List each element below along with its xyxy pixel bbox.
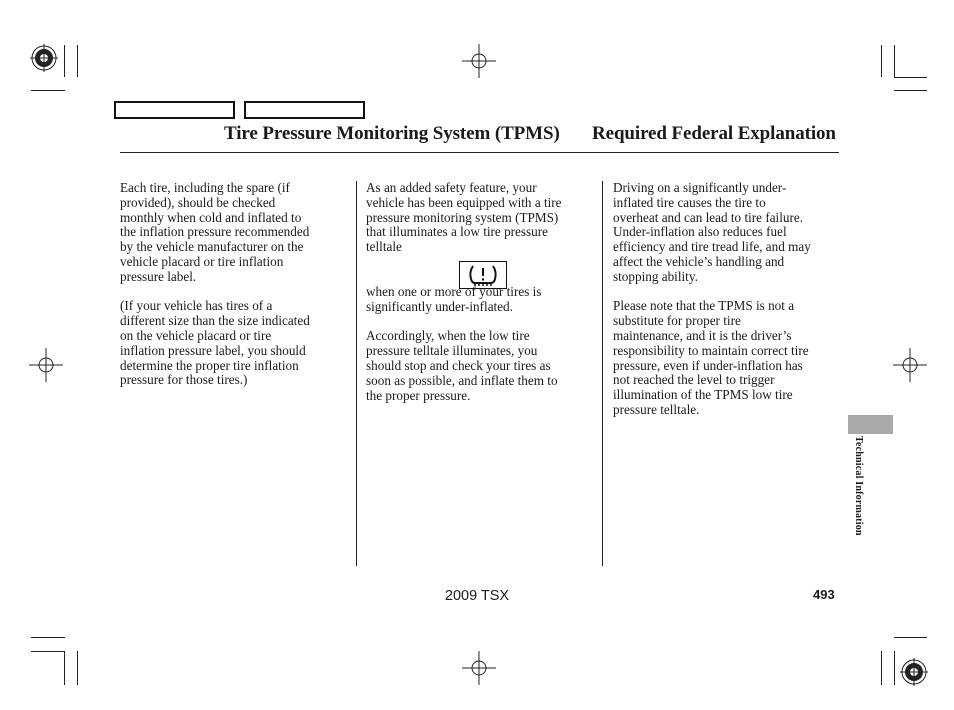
paragraph: As an added safety feature, your vehicle has been equipped with a tire pressure monitoring system (TPMS) that illuminates a low tire pressure telltale [366, 180, 562, 255]
nav-tab-next[interactable] [244, 101, 365, 119]
column-divider [356, 181, 357, 566]
paragraph: (If your vehicle has tires of a different size than the size indicated on the vehicle placard or tire inflation pressure label, you should determine the proper tire inflation pressure for those tires.) [120, 298, 310, 388]
low-tire-pressure-telltale-icon [459, 261, 507, 289]
section-title: Tire Pressure Monitoring System (TPMS) [224, 123, 560, 144]
text-column-2 [366, 181, 592, 418]
column-divider [602, 181, 603, 566]
footer-model: 2009 TSX [444, 588, 510, 604]
paragraph: when one or more of your tires is significantly under-inflated. [366, 283, 542, 314]
nav-tab-previous[interactable] [114, 101, 235, 119]
side-tab-label: Technical Information [853, 436, 864, 536]
paragraph: Driving on a significantly under- inflated tire causes the tire to overheat and can lead to tire failure. Under-inflation also reduces fuel efficiency and tire tread life, and may affect the vehicle’s handling and stopping ability. [613, 180, 811, 284]
paragraph: Please note that the TPMS is not a substitute for proper tire maintenance, and it is the driver’s responsibility to maintain correct tire pressure, even if under-inflation has not reached the level to trigger illumination of the TPMS low tire pressure telltale. [613, 298, 809, 417]
section-side-tab [848, 415, 893, 434]
text-column-3 [613, 181, 839, 433]
paragraph: Each tire, including the spare (if provided), should be checked monthly when cold and inflated to the inflation pressure recommended by the vehicle manufacturer on the vehicle placard or tire inflation pressure label. [120, 180, 310, 284]
paragraph: Accordingly, when the low tire pressure telltale illuminates, you should stop and check your tires as soon as possible, and inflate them to the proper pressure. [366, 328, 558, 403]
page-number: 493 [813, 587, 835, 602]
text-column-1 [120, 181, 346, 403]
header-rule [120, 152, 839, 153]
section-subtitle: Required Federal Explanation [592, 123, 836, 144]
